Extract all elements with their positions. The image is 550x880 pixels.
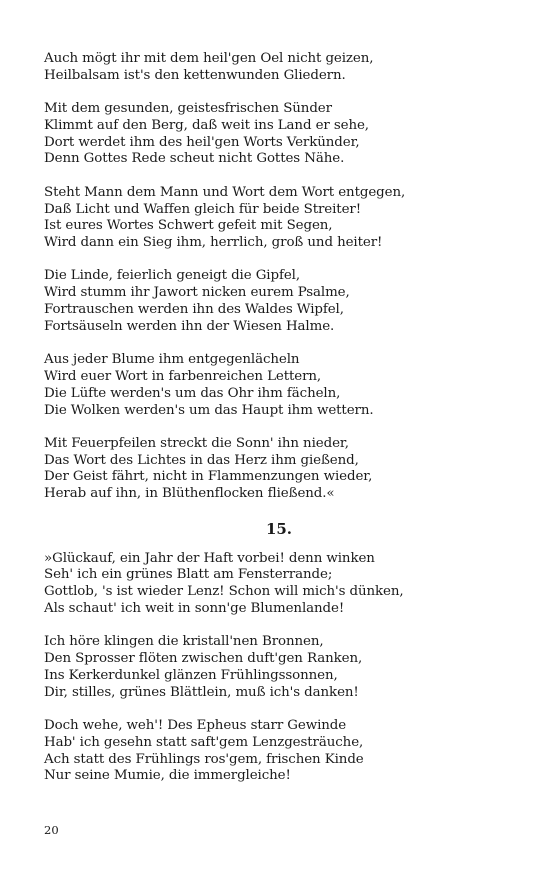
verse-line: Nur seine Mumie, die immergleiche! [44,768,291,784]
verse-line: Hab' ich gesehn statt saft'gem Lenzgesträuche, [44,734,364,750]
stanza [44,101,514,168]
verse-line: Steht Mann dem Mann und Wort dem Wort entgegen, [44,184,406,200]
verse-line: Denn Gottes Rede scheut nicht Gottes Nähe. [44,151,345,167]
verse-line: Ist eures Wortes Schwert gefeit mit Segen, [44,218,333,234]
verse-line: Aus jeder Blume ihm entgegenlächeln [44,352,300,368]
stanza [44,51,514,85]
verse-line: Als schaut' ich weit in sonn'ge Blumenlande! [44,600,345,616]
verse-line: Die Lüfte werden's um das Ohr ihm fächeln, [44,385,341,401]
verse-line: Klimmt auf den Berg, daß weit ins Land er sehe, [44,117,369,133]
stanza [44,634,514,701]
verse-line: Die Linde, feierlich geneigt die Gipfel, [44,268,300,284]
stanza [44,185,514,252]
verse-line: Seh' ich ein grünes Blatt am Fensterrande; [44,567,333,583]
page-number: 20 [44,823,59,837]
verse-line: Mit dem gesunden, geistesfrischen Sünder [44,101,332,117]
verse-line: Wird dann ein Sieg ihm, herrlich, groß und heiter! [44,235,383,251]
poem-section-before [44,51,514,503]
page-body [44,51,514,802]
verse-line: Ach statt des Frühlings ros'gem, frischen Kinde [44,751,364,767]
stanza [44,436,514,503]
poem-section-after [44,551,514,786]
verse-line: Der Geist fährt, nicht in Flammenzungen wieder, [44,469,373,485]
verse-line: Auch mögt ihr mit dem heil'gen Oel nicht geizen, [44,51,374,66]
verse-line: Fortsäuseln werden ihn der Wiesen Halme. [44,318,335,334]
verse-line: Ins Kerkerdunkel glänzen Frühlingssonnen, [44,667,338,683]
verse-line: Wird euer Wort in farbenreichen Lettern, [44,368,322,384]
verse-line: Doch wehe, weh'! Des Epheus starr Gewinde [44,717,347,733]
stanza [44,551,514,618]
stanza [44,268,514,335]
stanza [44,718,514,785]
verse-line: Dir, stilles, grünes Blättlein, muß ich's danken! [44,684,359,700]
verse-line: Die Wolken werden's um das Haupt ihm wettern. [44,402,374,418]
verse-line: Daß Licht und Waffen gleich für beide Streiter! [44,201,361,217]
verse-line: Ich höre klingen die kristall'nen Bronnen, [44,634,324,650]
verse-line: Gottlob, 's ist wieder Lenz! Schon will mich's dünken, [44,584,404,600]
stanza [44,352,514,419]
verse-line: Herab auf ihn, in Blüthenflocken fließend.« [44,486,335,502]
verse-line: »Glückauf, ein Jahr der Haft vorbei! denn winken [44,550,375,566]
verse-line: Dort werdet ihm des heil'gen Worts Verkünder, [44,134,360,150]
verse-line: Das Wort des Lichtes in das Herz ihm gießend, [44,452,359,468]
verse-line: Heilbalsam ist's den kettenwunden Gliedern. [44,67,346,83]
verse-line: Den Sprosser flöten zwischen duft'gen Ranken, [44,651,363,667]
section-heading: 15. [265,519,293,538]
verse-line: Fortrauschen werden ihn des Waldes Wipfel, [44,302,344,318]
verse-line: Wird stumm ihr Jawort nicken eurem Psalme, [44,285,350,301]
verse-line: Mit Feuerpfeilen streckt die Sonn' ihn nieder, [44,435,349,451]
